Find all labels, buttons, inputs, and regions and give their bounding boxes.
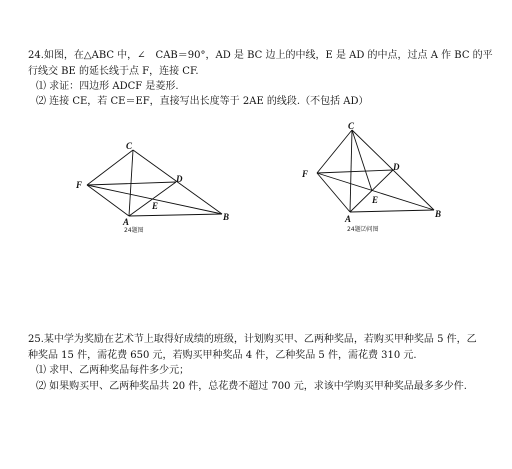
figure-segment [317, 170, 393, 173]
problem-24-line-1: 24.如图，在△ABC 中，∠ CAB＝90°，AD 是 BC 边上的中线，E 是 AD 的中点，过点 A 作 BC 的平 [28, 50, 493, 61]
figure-segment [129, 214, 222, 216]
fig1-caption: 24题图 [124, 227, 144, 234]
fig1-label-a: A [123, 217, 130, 227]
problem-25-part-2: ⑵ 如果购买甲、乙两种奖品共 20 件，总花费不超过 700 元，求该中学购买甲种奖品最多多少件. [36, 381, 467, 392]
problem-24-line-2: 行线交 BE 的延长线于点 F，连接 CF. [28, 66, 199, 77]
problem-25-part-1: ⑴ 求甲、乙两种奖品每件多少元； [36, 365, 190, 376]
fig1-label-b: B [223, 212, 230, 222]
figure-segment [87, 182, 176, 185]
figure-segment [350, 210, 434, 212]
fig2-caption: 24题⑵问图 [347, 226, 379, 233]
problem-25-line-2: 种奖品 15 件，需花费 650 元，若购买甲种奖品 4 件，乙种奖品 5 件，需花费 310 元. [28, 350, 417, 361]
figure-segment [350, 130, 352, 212]
fig2-label-e: E [372, 195, 379, 205]
problem-24-part-2: ⑵ 连接 CE，若 CE＝EF，直接写出长度等于 2AE 的线段.（不包括 AD） [36, 96, 369, 107]
figure-segment [129, 150, 133, 216]
figure-segment [87, 150, 133, 185]
problem-24-part-1: ⑴ 求证：四边形 ADCF 是菱形. [36, 81, 179, 92]
fig2-label-c: C [348, 121, 355, 131]
fig2-label-b: B [435, 209, 442, 219]
figure-segment [317, 130, 352, 173]
fig2-label-a: A [345, 214, 352, 224]
fig1-label-d: D [176, 174, 183, 184]
fig1-label-f: F [76, 180, 83, 190]
figure-segment [350, 170, 393, 212]
problem-25-line-1: 25.某中学为奖励在艺术节上取得好成绩的班级，计划购买甲、乙两种奖品，若购买甲种奖品 5 件，乙 [28, 334, 477, 345]
fig1-label-c: C [126, 141, 133, 151]
figure-segment [317, 173, 350, 212]
fig2-label-d: D [393, 162, 400, 172]
fig1-label-e: E [152, 201, 159, 211]
fig2-label-f: F [302, 169, 309, 179]
